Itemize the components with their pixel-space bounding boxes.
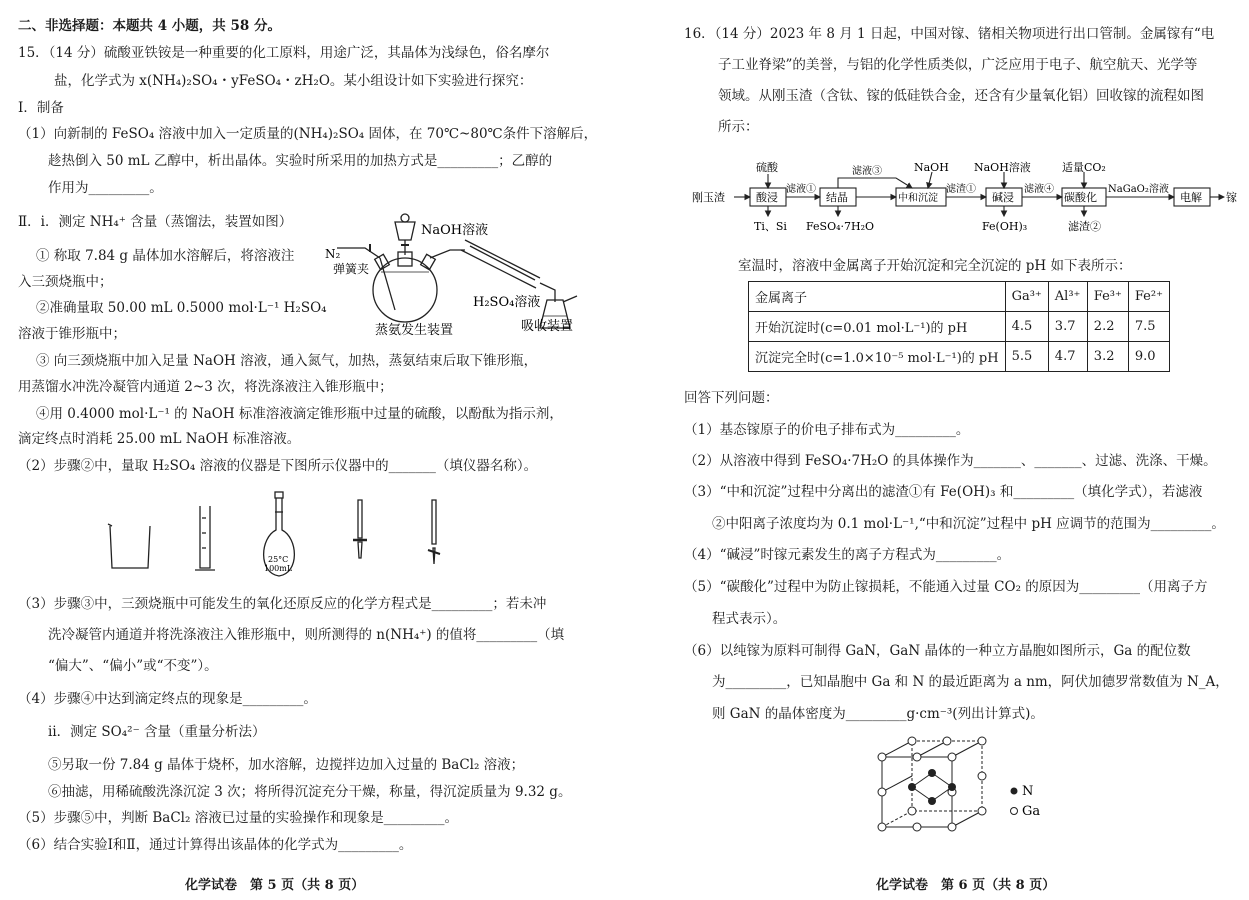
step4-line-1: ④用 0.4000 mol·L⁻¹ 的 NaOH 标准溶液滴定锥形瓶中过量的硫酸，以酚酞为指示剂，: [36, 406, 563, 422]
table-row: [749, 312, 1170, 342]
step2-line-1: ②准确量取 50.00 mL 0.5000 mol·L⁻¹ H₂SO₄: [36, 300, 327, 316]
q15-3-line-3: “偏大”、“偏小”或“不变”）。: [48, 658, 218, 674]
flow-box-electrolysis: 电解: [1180, 191, 1202, 204]
q15-1-line-1: （1）向新制的 FeSO₄ 溶液中加入一定质量的(NH₄)₂SO₄ 固体，在 70℃~80℃条件下溶解后，: [18, 126, 598, 142]
step6: ⑥抽滤，用稀硫酸洗涤沉淀 3 次；将所得沉淀充分干燥，称量，得沉淀质量为 9.32 g。: [48, 784, 572, 800]
flow-box-carbonate: 碳酸化: [1064, 191, 1097, 204]
table-intro: 室温时，溶液中金属离子开始沉淀和完全沉淀的 pH 如下表所示：: [738, 258, 1132, 274]
n-atom-legend-icon: [1011, 788, 1018, 795]
q16-6-line-1: （6）以纯镓为原料可制得 GaN，GaN 晶体的一种立方晶胞如图所示，Ga 的配位数: [684, 643, 1191, 659]
flow-feso4: FeSO₄·7H₂O: [806, 220, 875, 233]
label-n2: N₂: [325, 247, 341, 261]
table-cell: 7.5: [1128, 312, 1169, 342]
step1-line-2: 入三颈烧瓶中；: [18, 274, 113, 290]
table-cell: 开始沉淀时(c=0.01 mol·L⁻¹)的 pH: [749, 312, 1006, 342]
q16-6-line-2: 为_________，已知晶胞中 Ga 和 N 的最近距离为 a nm，阿伏加德罗常数值为 N_A，: [712, 674, 1229, 690]
gan-unit-cell-diagram: [872, 735, 1062, 835]
q15-5: （5）步骤⑤中，判断 BaCl₂ 溶液已过量的实验操作和现象是_________。: [18, 810, 458, 826]
flow-box-neutralize: 中和沉淀: [898, 193, 938, 204]
flask-temp-label: 25°C: [268, 555, 289, 564]
table-header-cell: 金属离子: [749, 282, 1006, 312]
q15-4: （4）步骤④中达到滴定终点的现象是_________。: [18, 691, 317, 707]
part2-title: Ⅱ．ⅰ．测定 NH₄⁺ 含量（蒸馏法，装置如图）: [18, 214, 293, 230]
q16-intro-3: 领域。从刚玉渣（含钛、镓的低硅铁合金，还含有少量氧化铝）回收镓的流程如图: [718, 88, 1204, 104]
q16-intro-4: 所示：: [718, 119, 759, 135]
table-header-cell: Fe²⁺: [1128, 282, 1169, 312]
flow-naoh-solution: NaOH溶液: [974, 161, 1031, 174]
label-absorption-device: 吸收装置: [521, 319, 574, 334]
flow-box-acid-leach: 酸浸: [756, 191, 778, 204]
q15-intro-1: 15．（14 分）硫酸亚铁铵是一种重要的化工原料，用途广泛，其晶体为浅绿色，俗名摩尔: [18, 45, 550, 61]
label-h2so4-solution: H₂SO₄溶液: [473, 295, 541, 310]
q16-intro-2: 子工业脊梁”的美誉，与铝的化学性质类似，广泛应用于电子、航空航天、光学等: [718, 57, 1198, 73]
footer-page-5: 化学试卷 第 5 页（共 8 页）: [185, 878, 365, 893]
table-cell: 3.7: [1048, 312, 1087, 342]
legend-ga: Ga: [1022, 804, 1041, 819]
flow-ti-si: Ti、Si: [754, 220, 787, 233]
flow-start: 刚玉渣: [692, 191, 725, 204]
label-spring-clamp: 弹簧夹: [333, 262, 370, 276]
q16-intro-1: 16．（14 分）2023 年 8 月 1 日起，中国对镓、锗相关物项进行出口管制。金属镓有“电: [684, 26, 1215, 42]
step5: ⑤另取一份 7.84 g 晶体于烧杯，加水溶解，边搅拌边加入过量的 BaCl₂ 溶液；: [48, 757, 525, 773]
step3-line-2: 用蒸馏水冲洗冷凝管内通道 2~3 次，将洗涤液注入锥形瓶中；: [18, 379, 393, 395]
flow-end-gallium: 镓: [1226, 191, 1237, 204]
step4-line-2: 滴定终点时消耗 25.00 mL NaOH 标准溶液。: [18, 431, 301, 447]
q16-1: （1）基态镓原子的价电子排布式为_________。: [684, 422, 970, 438]
q15-intro-2: 盐，化学式为 x(NH₄)₂SO₄・yFeSO₄・zH₂O。某小组设计如下实验进行探究：: [54, 73, 533, 89]
q15-3-line-2: 洗冷凝管内通道并将洗涤液注入锥形瓶中，则所测得的 n(NH₄⁺) 的值将_________（填: [48, 627, 565, 643]
part3-title: ⅱ．测定 SO₄²⁻ 含量（重量分析法）: [48, 724, 266, 740]
label-naoh-solution: NaOH溶液: [421, 223, 489, 238]
q16-3-line-1: （3）“中和沉淀”过程中分离出的滤渣①有 Fe(OH)₃ 和_________（填化学式），若滤液: [684, 484, 1203, 500]
table-cell: 4.7: [1048, 342, 1087, 372]
step3-line-1: ③ 向三颈烧瓶中加入足量 NaOH 溶液，通入氮气，加热，蒸氨结束后取下锥形瓶，: [36, 353, 538, 369]
ph-table: [748, 281, 1170, 372]
q15-1-line-2: 趁热倒入 50 mL 乙醇中，析出晶体。实验时所采用的加热方式是_________；乙醇的: [48, 153, 553, 169]
table-header-cell: Fe³⁺: [1087, 282, 1128, 312]
legend-n: N: [1022, 784, 1034, 799]
table-header-cell: Al³⁺: [1048, 282, 1087, 312]
step2-line-2: 溶液于锥形瓶中；: [18, 326, 126, 342]
flow-co2: 适量CO₂: [1062, 161, 1106, 174]
flow-box-crystallize: 结晶: [826, 191, 848, 204]
table-cell: 5.5: [1005, 342, 1048, 372]
ga-atom-legend-icon: [1011, 808, 1018, 815]
table-cell: 3.2: [1087, 342, 1128, 372]
table-header-cell: Ga³⁺: [1005, 282, 1048, 312]
q16-2: （2）从溶液中得到 FeSO₄·7H₂O 的具体操作为_______、_______、过滤、洗涤、干燥。: [684, 453, 1217, 469]
footer-page-6: 化学试卷 第 6 页（共 8 页）: [876, 878, 1056, 893]
flow-feoh3: Fe(OH)₃: [982, 220, 1028, 233]
flow-residue-1: 滤渣①: [946, 184, 976, 195]
table-row: [749, 342, 1170, 372]
part1-title: Ⅰ．制备: [18, 100, 64, 116]
q15-2: （2）步骤②中，量取 H₂SO₄ 溶液的仪器是下图所示仪器中的_______（填仪器名称）。: [18, 458, 538, 474]
table-row: [749, 282, 1170, 312]
q15-6: （6）结合实验Ⅰ和Ⅱ，通过计算得出该晶体的化学式为_________。: [18, 837, 413, 853]
q16-4: （4）“碱浸”时镓元素发生的离子方程式为_________。: [684, 547, 1011, 563]
q16-3-line-2: ②中阳离子浓度均为 0.1 mol·L⁻¹,“中和沉淀”过程中 pH 应调节的范围为_________。: [712, 516, 1225, 532]
label-ammonia-generator: 蒸氨发生装置: [375, 323, 454, 338]
q16-5-line-2: 程式表示）。: [712, 611, 787, 627]
graduated-cylinder-icon: [195, 506, 215, 570]
flask-volume-label: 100mL: [264, 564, 293, 573]
table-cell: 4.5: [1005, 312, 1048, 342]
table-cell: 2.2: [1087, 312, 1128, 342]
instruments-diagram: [100, 488, 460, 578]
flow-naoh: NaOH: [914, 161, 949, 174]
flow-filtrate-3: 滤液③: [852, 166, 882, 177]
q15-3-line-1: （3）步骤③中，三颈烧瓶中可能发生的氧化还原反应的化学方程式是_________；若未冲: [18, 596, 547, 612]
process-flowchart: [690, 158, 1238, 238]
beaker-icon: [110, 526, 150, 568]
answer-intro: 回答下列问题：: [684, 390, 779, 406]
acid-burette-icon: [358, 500, 362, 558]
section-header: 二、非选择题：本题共 4 小题，共 58 分。: [18, 18, 281, 34]
distillation-apparatus-diagram: [325, 210, 590, 340]
table-cell: 9.0: [1128, 342, 1169, 372]
step1-line-1: ① 称取 7.84 g 晶体加水溶解后，将溶液注: [36, 248, 295, 264]
flow-sulfuric-acid: 硫酸: [756, 161, 778, 174]
flow-box-alkali-leach: 碱浸: [992, 191, 1014, 204]
flow-nagao2-solution: NaGaO₂溶液: [1108, 184, 1169, 195]
table-cell: 沉淀完全时(c=1.0×10⁻⁵ mol·L⁻¹)的 pH: [749, 342, 1006, 372]
flow-residue-2: 滤渣②: [1068, 220, 1101, 233]
q16-6-line-3: 则 GaN 的晶体密度为_________g·cm⁻³(列出计算式)。: [712, 706, 1044, 722]
base-burette-icon: [432, 500, 436, 564]
q16-5-line-1: （5）“碳酸化”过程中为防止镓损耗，不能通入过量 CO₂ 的原因为_________（用离子方: [684, 579, 1208, 595]
flow-filtrate-1: 滤液①: [786, 184, 816, 195]
q15-1-line-3: 作用为_________。: [48, 180, 163, 196]
flow-filtrate-4: 滤液④: [1024, 184, 1054, 195]
